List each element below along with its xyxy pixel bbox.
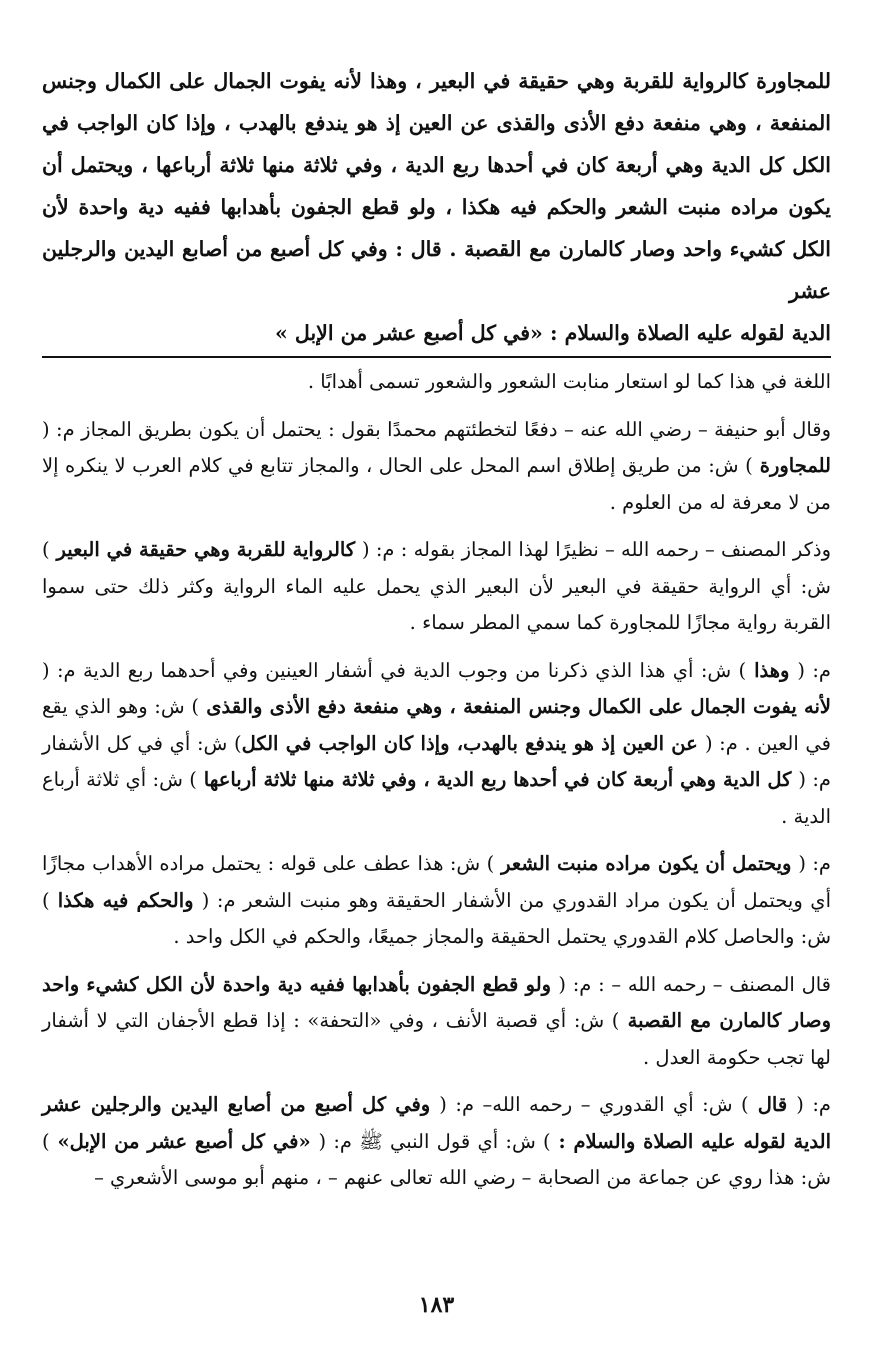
commentary-segment: ) ش: والحاصل كلام القدوري يحتمل الحقيقة والمجاز جميعًا، والحكم في الكل واحد . [42, 888, 831, 948]
commentary-segment: عن العين إذ هو يندفع بالهدب، وإذا كان الواجب في الكل [241, 731, 705, 755]
commentary-segment: ) ش: أي الرواية حقيقة في البعير لأن البعير الذي يحمل عليه الماء الرواية وكثر ذلك حتى سموا القربة رواية مجازًا للمجاورة كما سمي المطر سماء . [42, 538, 831, 634]
commentary-segment: ) ش: وهو الذي يقع في العين . م: ( [42, 695, 831, 755]
commentary-paragraph-3 [42, 532, 831, 642]
commentary-paragraph-1 [42, 364, 831, 401]
commentary-paragraph-4 [42, 653, 831, 836]
commentary-segment: والحكم فيه هكذا [49, 888, 202, 912]
commentary-paragraph-5 [42, 846, 831, 956]
commentary-segment: كل الدية وهي أربعة كان في أحدها ربع الدية ، وفي ثلاثة منها ثلاثة أرباعها [196, 768, 799, 791]
commentary-segment: كالرواية للقربة وهي حقيقة في البعير [49, 538, 362, 561]
commentary-segment: ) ش: هذا عطف على قوله : يحتمل مراده الأهداب مجازًا أي ويحتمل أن يكون مراد القدوري من الأشفار الحقيقة وهو منبت الشعر م: ( [42, 852, 831, 912]
commentary-segment: م: ( [798, 852, 832, 875]
commentary-paragraph-2 [42, 412, 831, 522]
commentary-segment: قال [748, 1093, 797, 1116]
commentary-segment: ) ش: أي القدوري – رحمه الله– م: ( [439, 1093, 749, 1116]
commentary-segment: وقال أبو حنيفة – رضي الله عنه – دفعًا لتخطئتهم محمدًا بقول : يحتمل أن يكون بطريق المجاز م: ( [42, 417, 831, 441]
page-number: ١٨٣ [418, 1292, 455, 1318]
commentary-segment: وهذا [746, 658, 798, 682]
commentary-segment: لأنه يفوت الجمال على الكمال وجنس المنفعة ، وهي منفعة دفع الأذى والقذى [198, 695, 832, 718]
commentary-paragraph-6 [42, 967, 831, 1077]
commentary-segment: ) ش: أي قول النبي ﷺ م: ( [318, 1129, 551, 1153]
commentary-segment: ) ش: أي هذا الذي ذكرنا من وجوب الدية في أشفار العينين وفي أحدهما ربع الدية م: ( [42, 658, 747, 682]
commentary-segment: وفي كل أصبع من أصابع اليدين والرجلين عشر الدية لقوله عليه الصلاة والسلام : [42, 1093, 831, 1153]
commentary-segment: ) ش: هذا روي عن جماعة من الصحابة – رضي الله تعالى عنهم – ، منهم أبو موسى الأشعري – [42, 1129, 831, 1189]
commentary-segment: ) ش: أي ثلاثة أرباع الدية . [42, 768, 831, 828]
commentary-segment: ولو قطع الجفون بأهدابها ففيه دية واحدة لأن الكل كشيء واحد وصار كالمارن مع القصبة [42, 972, 831, 1032]
main-text-body: للمجاورة كالرواية للقربة وهي حقيقة في البعير ، وهذا لأنه يفوت الجمال على الكمال وجنس المنفعة ، وهي منفعة دفع الأذى والقذى عن العين إذ هو يندفع بالهدب ، وإذا كان الواجب في الكل كل الدية وهي أربعة كان في أحدها ربع الدية ، وفي ثلاثة منها ثلاثة أرباعها ، ويحتمل أن يكون مراده منبت الشعر والحكم فيه هكذا ، ولو قطع الجفون بأهدابها ففيه دية واحدة لأن الكل كشيء واحد وصار كالمارن مع القصبة . قال : وفي كل أصبع من أصابع اليدين والرجلين عشر [42, 69, 831, 303]
main-text-last-line: الدية لقوله عليه الصلاة والسلام : «في كل أصبع عشر من الإبل » [274, 321, 831, 345]
commentary-segment: م: ( [797, 658, 832, 682]
book-page [42, 60, 831, 1367]
commentary-segment: «في كل أصبع عشر من الإبل» [49, 1129, 319, 1153]
commentary-segment: ) ش: من طريق إطلاق اسم المحل على الحال ، والمجاز تتابع في كلام العرب لا ينكره إلا من لا معرفة له من العلوم . [42, 454, 831, 514]
commentary-segment: للمجاورة [752, 454, 832, 477]
commentary-segment: ) ش: أي في كل الأشفار م: ( [42, 731, 831, 791]
commentary-segment: م: ( [796, 1093, 832, 1116]
commentary-segment: ) ش: أي قصبة الأنف ، وفي «التحفة» : إذا قطع الأجفان التي لا أشفار لها تجب حكومة العدل . [42, 1009, 831, 1069]
commentary-paragraph-7 [42, 1087, 831, 1197]
commentary-segment: ويحتمل أن يكون مراده منبت الشعر [494, 852, 799, 875]
commentary-block [42, 364, 831, 1208]
commentary-segment: قال المصنف – رحمه الله – : م: ( [558, 972, 831, 996]
commentary-segment: وذكر المصنف – رحمه الله – نظيرًا لهذا المجاز بقوله : م: ( [362, 538, 831, 561]
commentary-text: اللغة في هذا كما لو استعار منابت الشعور والشعور تسمى أهدابًا . [307, 370, 831, 393]
main-text-block [42, 60, 831, 354]
footnote-divider [42, 356, 831, 358]
